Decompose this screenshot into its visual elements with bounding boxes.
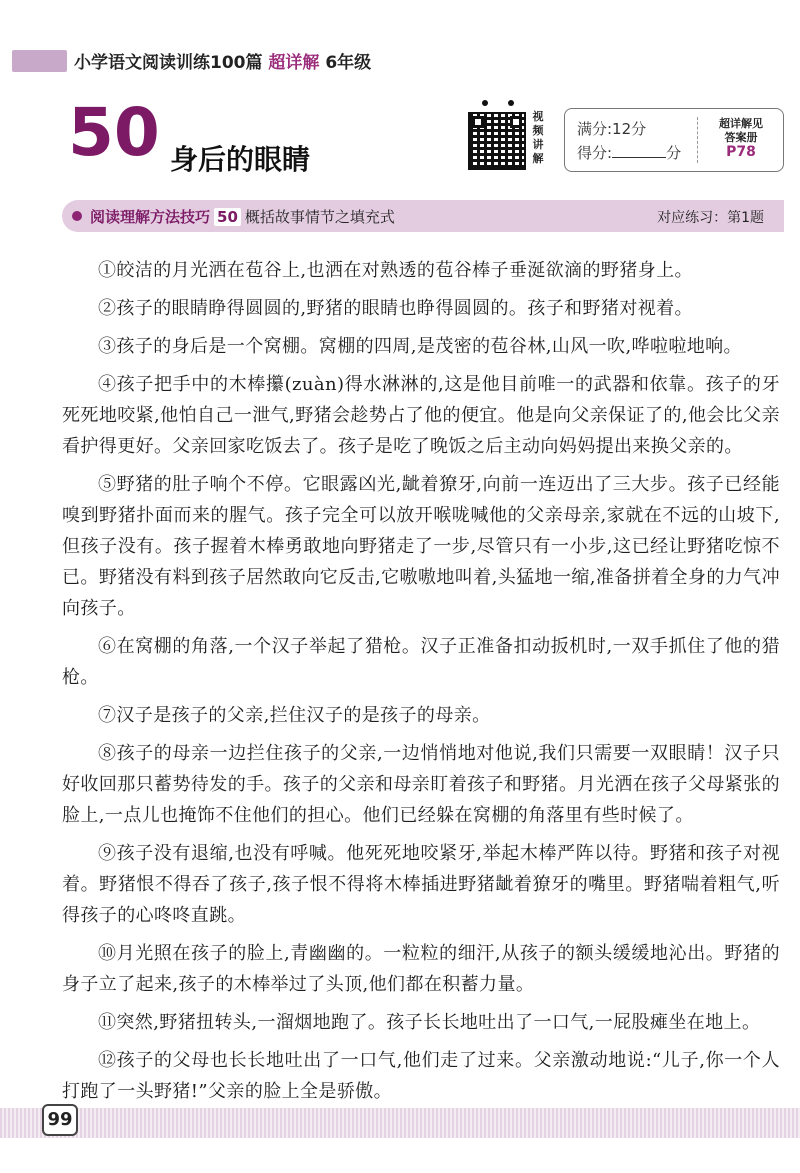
series-title bbox=[74, 48, 371, 73]
method-number: 50 bbox=[214, 208, 241, 226]
footer-band bbox=[0, 1108, 800, 1138]
method-text bbox=[90, 206, 395, 227]
video-label-char: 讲 bbox=[532, 138, 544, 151]
qr-antenna-left-icon bbox=[482, 100, 488, 106]
article-paragraph: ⑫孩子的父母也长长地吐出了一口气,他们走了过来。父亲激动地说:“儿子,你一个人打跑了一头野猪!”父亲的脸上全是骄傲。 bbox=[62, 1050, 780, 1102]
answer-page: P78 bbox=[726, 144, 756, 160]
answer-ref-line2: 答案册 bbox=[724, 131, 758, 144]
article-paragraph: ③孩子的身后是一个窝棚。窝棚的四周,是茂密的苞谷林,山风一吹,哗啦啦地响。 bbox=[98, 336, 742, 357]
score-label: 得分: bbox=[577, 144, 613, 162]
series-accent: 超详解 bbox=[268, 53, 320, 73]
article-body bbox=[62, 255, 780, 1114]
video-label-char: 频 bbox=[532, 124, 544, 137]
score-unit: 分 bbox=[666, 144, 682, 162]
article-paragraph: ⑤野猪的肚子响个不停。它眼露凶光,龇着獠牙,向前一连迈出了三大步。孩子已经能嗅到野猪扑面而来的腥气。孩子完全可以放开喉咙喊他的父亲母亲,家就在不远的山坡下,但孩子没有。孩子握着木棒勇敢地向野猪走了一步,尽管只有一小步,这已经让野猪吃惊不已。野猪没有料到孩子居然敢向它反击,它嗷嗷地叫着,头猛地一缩,准备拼着全身的力气冲向孩子。 bbox=[62, 474, 780, 619]
article-paragraph: ⑦汉子是孩子的父亲,拦住汉子的是孩子的母亲。 bbox=[98, 705, 491, 726]
score-box bbox=[564, 108, 784, 172]
qr-antenna-right-icon bbox=[508, 100, 514, 106]
lesson-number: 50 bbox=[68, 94, 160, 171]
qr-code-icon[interactable] bbox=[468, 112, 526, 170]
video-label-char: 解 bbox=[532, 152, 544, 165]
video-explanation-label bbox=[530, 110, 546, 166]
article-paragraph: ②孩子的眼睛睁得圆圆的,野猪的眼睛也睁得圆圆的。孩子和野猪对视着。 bbox=[98, 298, 693, 319]
method-banner bbox=[62, 200, 784, 232]
article-paragraph: ⑧孩子的母亲一边拦住孩子的父亲,一边悄悄地对他说,我们只需要一双眼睛！汉子只好收回那只蓄势待发的手。孩子的父亲和母亲盯着孩子和野猪。月光洒在孩子父母紧张的脸上,一点儿也掩饰不住他们的担心。他们已经躲在窝棚的角落里有些时候了。 bbox=[62, 743, 780, 826]
article-paragraph: ④孩子把手中的木棒攥(zuàn)得水淋淋的,这是他目前唯一的武器和依靠。孩子的牙死死地咬紧,他怕自己一泄气,野猪会趁势占了他的便宜。他是向父亲保证了的,他会比父亲看护得更好。父亲回家吃饭去了。孩子是吃了晚饭之后主动向妈妈提出来换父亲的。 bbox=[62, 374, 780, 457]
score-field bbox=[577, 141, 681, 165]
practice-reference: 对应练习：第1题 bbox=[657, 210, 764, 226]
series-name: 小学语文阅读训练100篇 bbox=[74, 53, 263, 73]
article-paragraph: ⑥在窝棚的角落,一个汉子举起了猎枪。汉子正准备扣动扳机时,一双手抓住了他的猎枪。 bbox=[62, 636, 780, 688]
article-paragraph: ⑨孩子没有退缩,也没有呼喊。他死死地咬紧牙,举起木棒严阵以待。野猪和孩子对视着。野猪恨不得吞了孩子,孩子恨不得将木棒插进野猪龇着獠牙的嘴里。野猪喘着粗气,听得孩子的心咚咚直跳。 bbox=[62, 843, 780, 926]
header-color-band bbox=[12, 50, 67, 72]
bullet-icon bbox=[72, 211, 82, 221]
method-label: 阅读理解方法技巧 bbox=[90, 208, 211, 226]
score-info bbox=[577, 117, 681, 165]
score-divider bbox=[697, 117, 698, 163]
lesson-title: 身后的眼睛 bbox=[170, 143, 311, 176]
answer-ref-line1: 超详解见 bbox=[719, 117, 763, 130]
grade-label: 6年级 bbox=[325, 53, 372, 73]
answer-reference bbox=[701, 117, 781, 159]
method-description: 概括故事情节之填充式 bbox=[244, 208, 395, 226]
article-paragraph: ⑩月光照在孩子的脸上,青幽幽的。一粒粒的细汗,从孩子的额头缓缓地沁出。野猪的身子立了起来,孩子的木棒举过了头顶,他们都在积蓄力量。 bbox=[62, 943, 780, 995]
full-score: 满分:12分 bbox=[577, 120, 647, 138]
score-blank[interactable] bbox=[612, 143, 666, 158]
article-paragraph: ①皎洁的月光洒在苞谷上,也洒在对熟透的苞谷棒子垂涎欲滴的野猪身上。 bbox=[98, 260, 693, 281]
video-label-char: 视 bbox=[532, 110, 544, 123]
page-number: 99 bbox=[42, 1104, 78, 1136]
article-paragraph: ⑪突然,野猪扭转头,一溜烟地跑了。孩子长长地吐出了一口气,一屁股瘫坐在地上。 bbox=[98, 1012, 761, 1033]
